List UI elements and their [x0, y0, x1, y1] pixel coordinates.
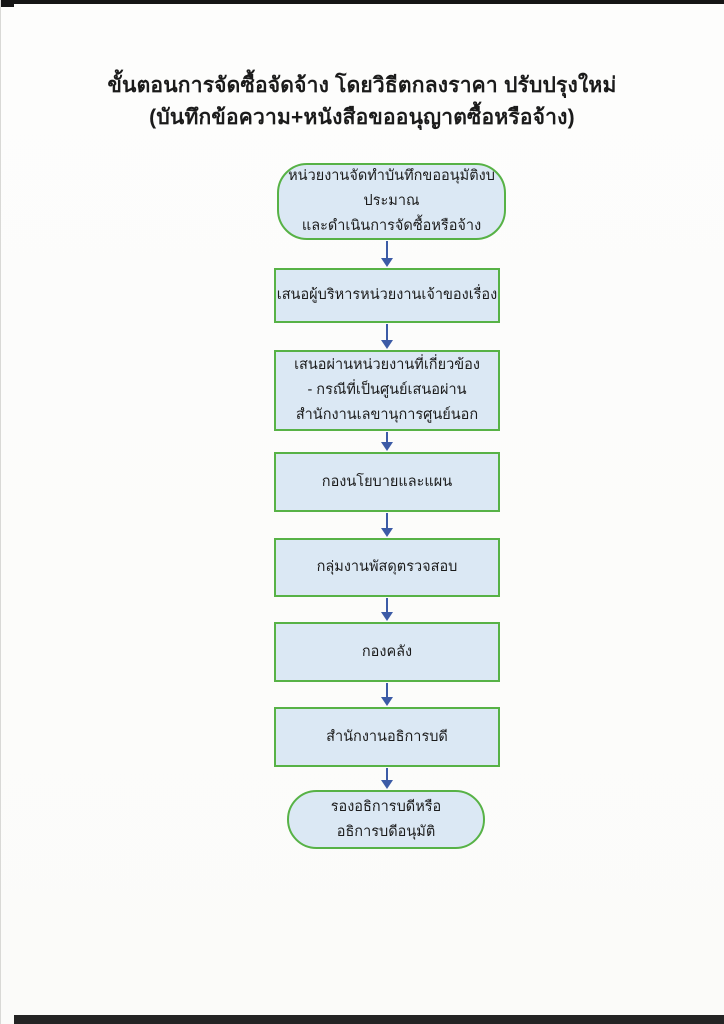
node-president-office	[274, 707, 500, 767]
node-text: กองนโยบายและแผน	[321, 473, 453, 490]
flow-connector-6	[380, 683, 394, 706]
node-originating-unit	[277, 163, 506, 240]
flow-connector-4	[380, 513, 394, 537]
node-text: หน่วยงานจัดทำบันทึกขออนุมัติงบประมาณ	[288, 168, 495, 209]
arrow-down-icon	[381, 442, 393, 451]
node-policy-planning-division	[274, 452, 500, 512]
node-procurement-group	[274, 538, 500, 597]
flow-connector-3	[380, 432, 394, 451]
page-title-line-1: ขั้นตอนการจัดซื้อจัดจ้าง โดยวิธีตกลงราคา ปรับปรุงใหม่	[107, 74, 617, 97]
scan-edge-top	[0, 0, 724, 4]
node-text: อธิการบดีอนุมัติ	[336, 823, 436, 840]
arrow-down-icon	[381, 340, 393, 349]
connector-line	[386, 513, 388, 528]
node-text: สำนักงานอธิการบดี	[326, 728, 448, 745]
flow-connector-2	[380, 324, 394, 349]
node-related-unit	[274, 350, 500, 431]
node-unit-executive	[274, 268, 500, 323]
node-finance-division	[274, 622, 500, 682]
connector-line	[386, 241, 388, 258]
node-text: รองอธิการบดีหรือ	[330, 798, 442, 815]
page-title-line-2: (บันทึกข้อความ+หนังสือขออนุญาตซื้อหรือจ้าง)	[149, 106, 575, 129]
arrow-down-icon	[381, 528, 393, 537]
scan-edge-bottom	[14, 1015, 724, 1024]
node-text: กองคลัง	[361, 643, 413, 660]
scan-edge-top-corner	[0, 0, 14, 7]
node-text: สำนักงานเลขานุการศูนย์นอก	[295, 407, 479, 423]
node-text: - กรณีที่เป็นศูนย์เสนอผ่าน	[307, 382, 467, 398]
connector-line	[386, 432, 388, 442]
node-text: และดำเนินการจัดซื้อหรือจ้าง	[301, 218, 482, 234]
flow-connector-1	[380, 241, 394, 267]
arrow-down-icon	[381, 780, 393, 789]
connector-line	[386, 598, 388, 612]
page-title	[0, 70, 724, 134]
node-text: เสนอผู้บริหารหน่วยงานเจ้าของเรื่อง	[276, 287, 498, 303]
node-approval	[287, 790, 485, 849]
arrow-down-icon	[381, 697, 393, 706]
arrow-down-icon	[381, 258, 393, 267]
flow-connector-7	[380, 768, 394, 789]
connector-line	[386, 768, 388, 780]
node-text: เสนอผ่านหน่วยงานที่เกี่ยวข้อง	[294, 357, 480, 373]
node-text: กลุ่มงานพัสดุตรวจสอบ	[316, 559, 458, 575]
scan-edge-left	[0, 0, 1, 1024]
flow-connector-5	[380, 598, 394, 621]
connector-line	[386, 324, 388, 340]
connector-line	[386, 683, 388, 697]
arrow-down-icon	[381, 612, 393, 621]
